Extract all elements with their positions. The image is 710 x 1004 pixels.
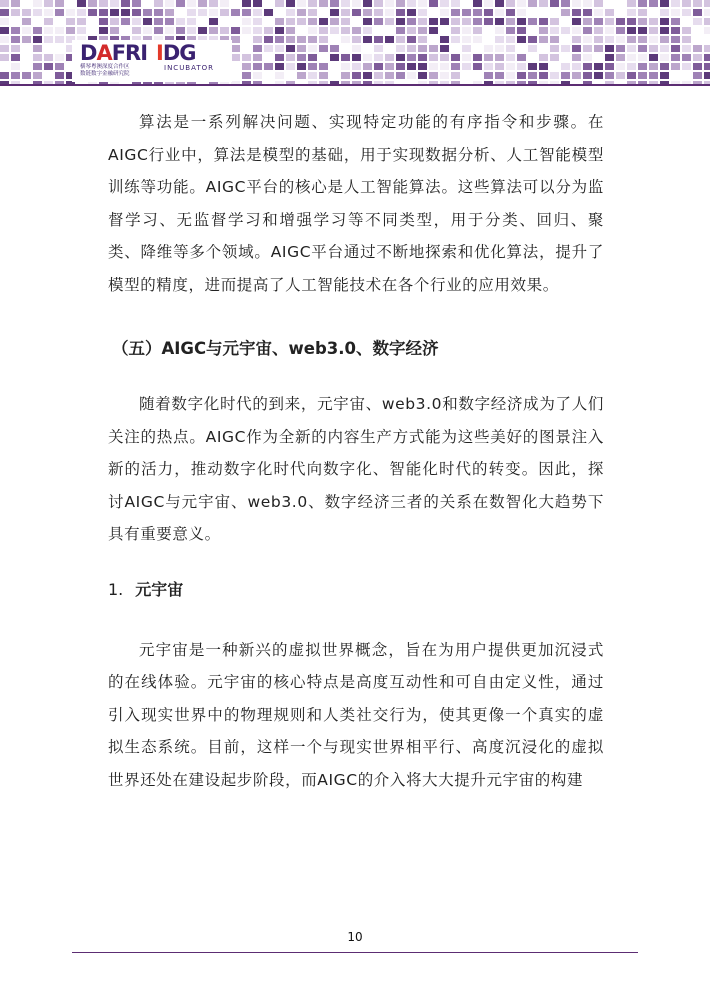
subsection-heading-metaverse: [108, 578, 604, 602]
page-number: 10: [347, 930, 363, 944]
page-content: [108, 106, 604, 796]
paragraph-digital-era: 随着数字化时代的到来，元宇宙、web3.0和数字经济成为了人们关注的热点。AIGC作为全新的内容生产方式能为这些美好的图景注入新的活力，推动数字化时代向数字化、智能化时代的转变。因此，探讨AIGC与元宇宙、web3.0、数字经济三者的关系在数智化大趋势下具有重要意义。: [108, 395, 604, 543]
subsection-title: 元宇宙: [135, 579, 184, 599]
paragraph-algorithm: 算法是一系列解决问题、实现特定功能的有序指令和步骤。在AIGC行业中，算法是模型的基础，用于实现数据分析、人工智能模型训练等功能。AIGC平台的核心是人工智能算法。这些算法可以分为监督学习、无监督学习和增强学习等不同类型，用于分类、回归、聚类、降维等多个领域。AIGC平台通过不断地探索和优化算法，提升了模型的精度，进而提高了人工智能技术在各个行业的应用效果。: [108, 113, 604, 294]
dafri-logo: DAFRI 横琴粤澳深度合作区 数链数字金融研究院: [80, 41, 148, 77]
section-heading-5: （五）AIGC与元宇宙、web3.0、数字经济: [112, 339, 439, 358]
idg-incubator-logo: IDG INCUBATOR: [156, 41, 215, 72]
subsection-number: 1.: [108, 579, 124, 599]
page-header: [0, 0, 710, 86]
paragraph-metaverse: 元宇宙是一种新兴的虚拟世界概念，旨在为用户提供更加沉浸式的在线体验。元宇宙的核心特点是高度互动性和可自由定义性，通过引入现实世界中的物理规则和人类社交行为，使其更像一个真实的虚拟生态系统。目前，这样一个与现实世界相平行、高度沉浸化的虚拟世界还处在建设起步阶段，而AIGC的介入将大大提升元宇宙的构建: [108, 640, 604, 789]
footer-rule: [72, 952, 638, 953]
header-rule: [0, 84, 710, 86]
